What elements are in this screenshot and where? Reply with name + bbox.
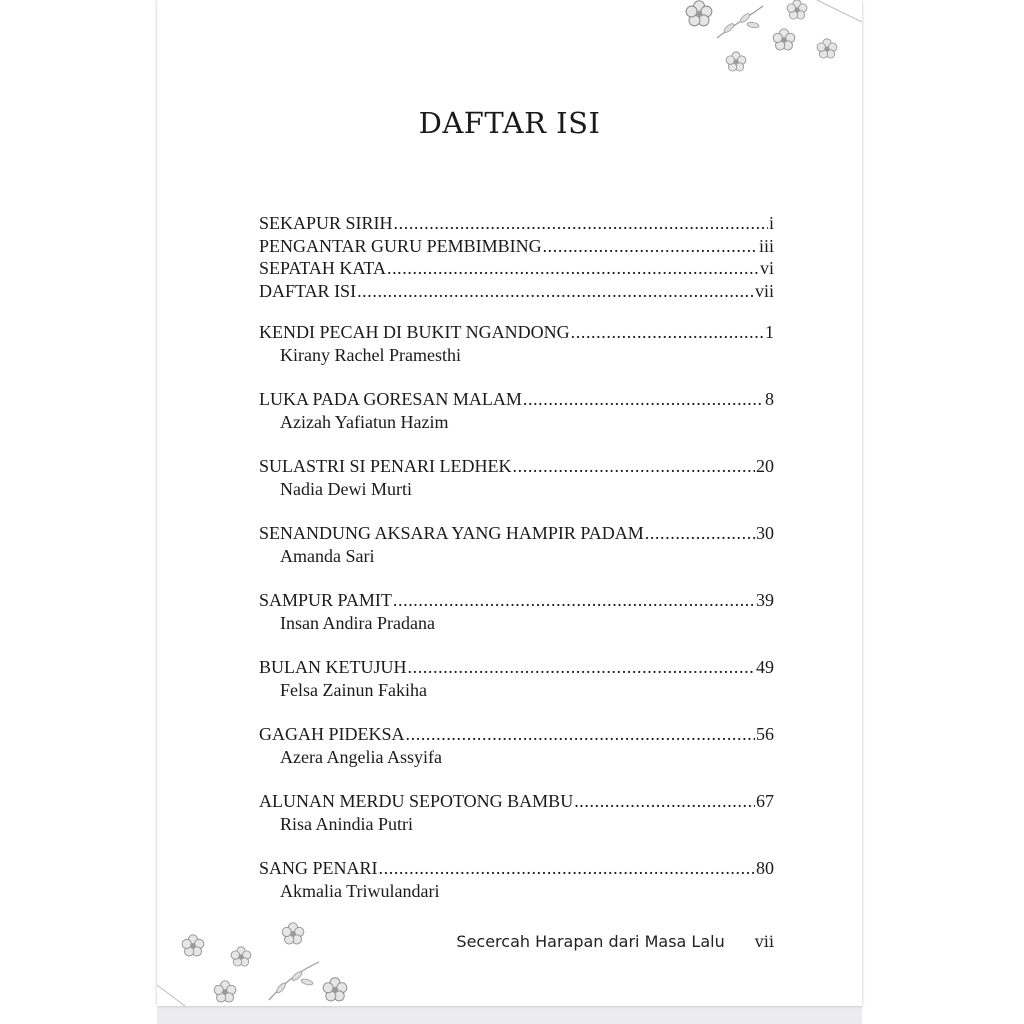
toc-title: GAGAH PIDEKSA (259, 724, 405, 744)
dot-leader (574, 790, 755, 812)
toc-entry (259, 656, 774, 723)
toc-row[interactable] (259, 857, 774, 879)
toc-title: BULAN KETUJUH (259, 657, 407, 677)
toc-author: Risa Anindia Putri (280, 814, 414, 834)
toc-title: SEPATAH KATA (259, 258, 386, 278)
dot-leader (543, 235, 758, 257)
toc-row[interactable] (259, 321, 774, 343)
dot-leader (357, 280, 754, 302)
toc-entry (259, 857, 774, 924)
toc-page: 20 (756, 456, 774, 476)
background-left (0, 0, 157, 1024)
toc-row[interactable] (259, 455, 774, 477)
toc-title: LUKA PADA GORESAN MALAM (259, 389, 522, 409)
toc-entry (259, 388, 774, 455)
toc-entry (259, 723, 774, 790)
toc-title: SENANDUNG AKSARA YANG HAMPIR PADAM (259, 523, 644, 543)
toc-author: Felsa Zainun Fakiha (280, 680, 427, 700)
toc-title: ALUNAN MERDU SEPOTONG BAMBU (259, 791, 574, 811)
dot-leader (513, 455, 755, 477)
dot-leader (406, 723, 755, 745)
toc-page: 8 (765, 389, 774, 409)
table-of-contents (259, 212, 774, 924)
footer-book-title: Secercah Harapan dari Masa Lalu (456, 932, 725, 951)
dot-leader (394, 212, 768, 234)
dot-leader (645, 522, 755, 544)
toc-row[interactable] (259, 280, 774, 303)
leaf-branch-icon (717, 6, 763, 38)
dot-leader (571, 321, 764, 343)
toc-title: SANG PENARI (259, 858, 378, 878)
dot-leader (408, 656, 756, 678)
toc-row[interactable] (259, 388, 774, 410)
toc-row[interactable] (259, 235, 774, 258)
dot-leader (387, 257, 759, 279)
book-page (157, 0, 862, 1006)
toc-page: 67 (756, 791, 774, 811)
dot-leader (379, 857, 755, 879)
toc-author: Azizah Yafiatun Hazim (280, 412, 449, 432)
toc-row[interactable] (259, 790, 774, 812)
toc-page: 80 (756, 858, 774, 878)
page-footer (157, 932, 774, 951)
toc-author: Nadia Dewi Murti (280, 479, 412, 499)
page-title: DAFTAR ISI (418, 106, 601, 140)
toc-page: 1 (765, 322, 774, 342)
toc-entry (259, 589, 774, 656)
toc-page: 30 (756, 523, 774, 543)
toc-author: Kirany Rachel Pramesthi (280, 345, 461, 365)
toc-page: vii (754, 280, 774, 301)
toc-page: iii (758, 235, 774, 256)
toc-title: SULASTRI SI PENARI LEDHEK (259, 456, 512, 476)
dot-leader (393, 589, 755, 611)
toc-author: Akmalia Triwulandari (280, 881, 440, 901)
toc-title: PENGANTAR GURU PEMBIMBING (259, 235, 542, 256)
toc-page: 39 (756, 590, 774, 610)
toc-author: Amanda Sari (280, 546, 375, 566)
toc-title: SAMPUR PAMIT (259, 590, 392, 610)
flower-icon (686, 0, 837, 71)
toc-row[interactable] (259, 589, 774, 611)
toc-entry (259, 321, 774, 388)
toc-page: 56 (756, 724, 774, 744)
toc-author: Insan Andira Pradana (280, 613, 435, 633)
toc-title: DAFTAR ISI (259, 280, 357, 301)
front-matter-list (259, 212, 774, 302)
background-right (862, 0, 1024, 1024)
toc-page: 49 (756, 657, 774, 677)
toc-page: i (768, 213, 774, 233)
toc-author: Azera Angelia Assyifa (280, 747, 442, 767)
toc-row[interactable] (259, 723, 774, 745)
toc-title: SEKAPUR SIRIH (259, 213, 393, 233)
story-list (259, 321, 774, 924)
toc-row[interactable] (259, 257, 774, 280)
footer-page-number: vii (754, 932, 774, 951)
toc-row[interactable] (259, 522, 774, 544)
toc-title: KENDI PECAH DI BUKIT NGANDONG (259, 322, 570, 342)
toc-row[interactable] (259, 212, 774, 235)
toc-entry (259, 522, 774, 589)
toc-entry (259, 455, 774, 522)
dot-leader (523, 388, 764, 410)
toc-entry (259, 790, 774, 857)
toc-page: vi (759, 258, 774, 278)
toc-row[interactable] (259, 656, 774, 678)
